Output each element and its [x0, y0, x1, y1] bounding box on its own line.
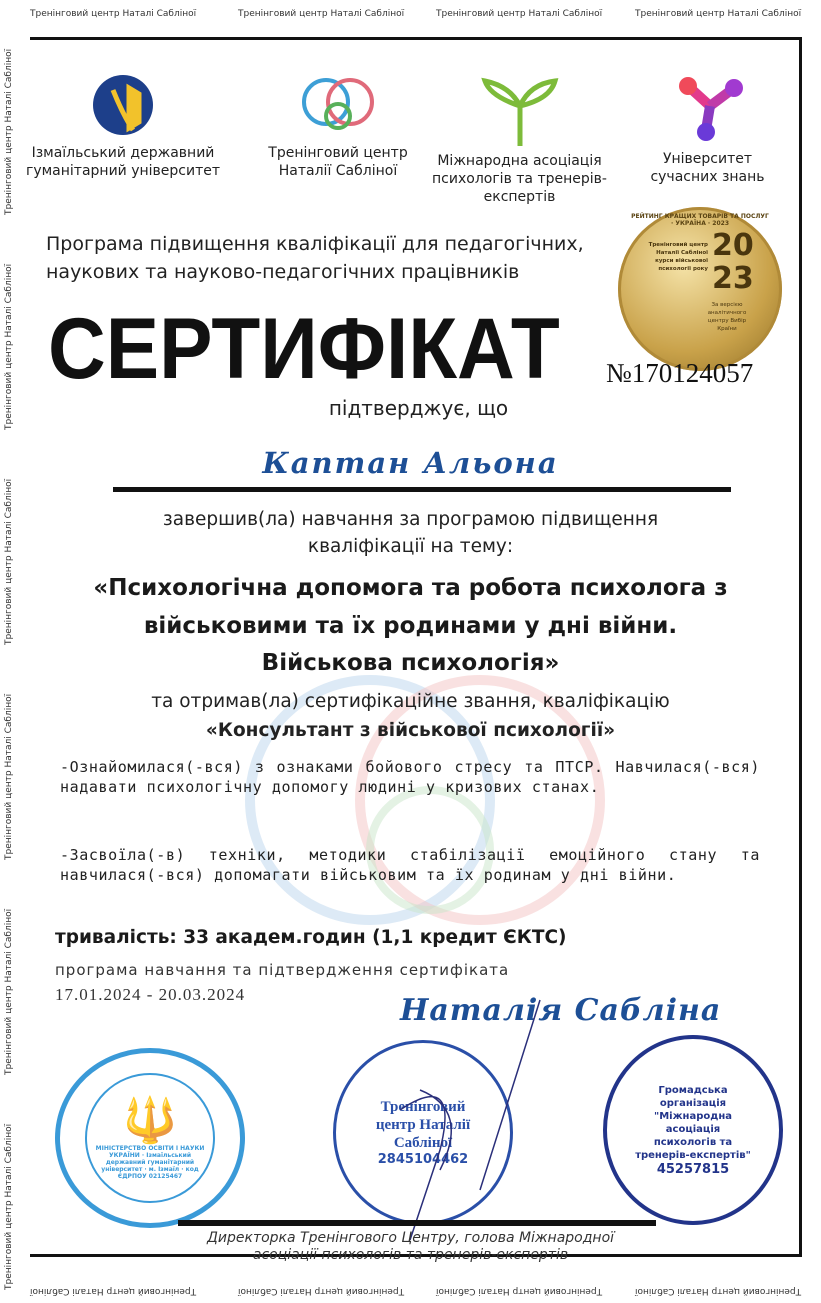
- frame-right: [799, 37, 802, 1257]
- association-logo-icon: [480, 76, 560, 148]
- watermark-bottom-4: Тренінговий центр Наталі Сабліної: [635, 1286, 802, 1296]
- watermark-left-3: Тренінговий центр Наталі Сабліної: [4, 478, 14, 645]
- watermark-top-4: Тренінговий центр Наталі Сабліної: [635, 9, 802, 19]
- partner-modern-knowledge-university: Університет сучасних знань: [625, 68, 790, 186]
- frame-top: [30, 37, 802, 40]
- recipient-underline: [113, 487, 731, 492]
- award-medal: РЕЙТИНГ КРАЩИХ ТОВАРІВ ТА ПОСЛУГ · УКРАЇНА · 2023 Тренінговий центр Наталії Сабліної курси військової психології року 20 23 За версією аналітичного центру Вибір Країни: [618, 207, 782, 371]
- signature: [360, 990, 560, 1250]
- watermark-left-5: Тренінговий центр Наталі Сабліної: [4, 908, 14, 1075]
- completed-line-2: кваліфікації на тему:: [307, 536, 514, 557]
- program-line-2: наукових та науково-педагогічних працівників: [46, 261, 520, 283]
- partner-izmail-university: Ізмаїльський державний гуманітарний університет: [23, 70, 223, 180]
- signer-title-line-1: Директорка Тренінгового Центру, голова Міжнародної: [206, 1230, 615, 1246]
- certificate-number: №170124057: [606, 358, 754, 388]
- program-line-1: Програма підвищення кваліфікації для педагогічних,: [46, 233, 584, 255]
- topic-line-3: Військова психологія»: [261, 650, 560, 676]
- signer-title-line-2: асоціації психологів та тренерів-експертів: [252, 1247, 569, 1263]
- watermark-top-3: Тренінговий центр Наталі Сабліної: [436, 9, 603, 19]
- completed-line-1: завершив(ла) навчання за програмою підвищення: [162, 509, 659, 530]
- topic-line-2: військовими та їх родинами у дні війни.: [143, 613, 678, 639]
- partner-association: Міжнародна асоціація психологів та тренерів-експертів: [412, 76, 627, 206]
- watermark-bottom-3: Тренінговий центр Наталі Сабліної: [436, 1286, 603, 1296]
- watermark-bottom-1: Тренінговий центр Наталі Сабліної: [30, 1286, 197, 1296]
- university-modern-knowledge-logo-icon: [668, 68, 748, 146]
- signature-line: [178, 1220, 656, 1226]
- partner-training-center: Тренінговий центр Наталії Сабліної: [238, 72, 438, 180]
- outcome-1: -Ознайомилася(-вся) з ознаками бойового стресу та ПТСР. Навчилася(-вся) надавати психологічну допомогу людині у кризових станах.: [60, 758, 760, 796]
- university-emblem-icon: [91, 70, 155, 140]
- dates-label: програма навчання та підтвердження сертифіката: [55, 961, 510, 979]
- watermark-top-2: Тренінговий центр Наталі Сабліної: [238, 9, 405, 19]
- certificate-title: СЕРТИФІКАТ: [48, 301, 560, 397]
- signer-name: Наталія Сабліна: [400, 993, 722, 1028]
- received-text: та отримав(ла) сертифікаційне звання, кваліфікацію: [151, 691, 670, 712]
- watermark-left-2: Тренінговий центр Наталі Сабліної: [4, 263, 14, 430]
- watermark-left-4: Тренінговий центр Наталі Сабліної: [4, 693, 14, 860]
- watermark-left-6: Тренінговий центр Наталі Сабліної: [4, 1123, 14, 1290]
- stamp-association: Громадська організація "Міжнародна асоціація психологів та тренерів-експертів" 45257815: [603, 1035, 783, 1225]
- training-center-logo-icon: [298, 72, 378, 140]
- confirms-text: підтверджує, що: [328, 396, 509, 420]
- qualification: «Консультант з військової психології»: [205, 720, 616, 741]
- watermark-left-1: Тренінговий центр Наталі Сабліної: [4, 48, 14, 215]
- dates: 17.01.2024 - 20.03.2024: [55, 985, 246, 1004]
- duration: тривалість: 33 академ.годин (1,1 кредит ЄКТС): [55, 927, 567, 948]
- recipient-name: Каптан Альона: [262, 446, 559, 480]
- watermark-bottom-2: Тренінговий центр Наталі Сабліної: [238, 1286, 405, 1296]
- trident-icon: 🔱: [122, 1094, 178, 1146]
- stamp-training-center: Тренінговий центр Наталії Сабліної 2845104462: [333, 1040, 513, 1225]
- topic-line-1: «Психологічна допомога та робота психолога з: [93, 575, 728, 601]
- watermark-top-1: Тренінговий центр Наталі Сабліної: [30, 9, 197, 19]
- stamp-university: 🔱 МІНІСТЕРСТВО ОСВІТИ І НАУКИ УКРАЇНИ · Ізмаїльський державний гуманітарний університет · м. Ізмаїл · код ЄДРПОУ 02125467: [55, 1048, 245, 1228]
- outcome-2: -Засвоїла(-в) техніки, методики стабілізації емоційного стану та навчилася(-вся) допомагати військовим та їх родинам у дні війни.: [60, 846, 760, 884]
